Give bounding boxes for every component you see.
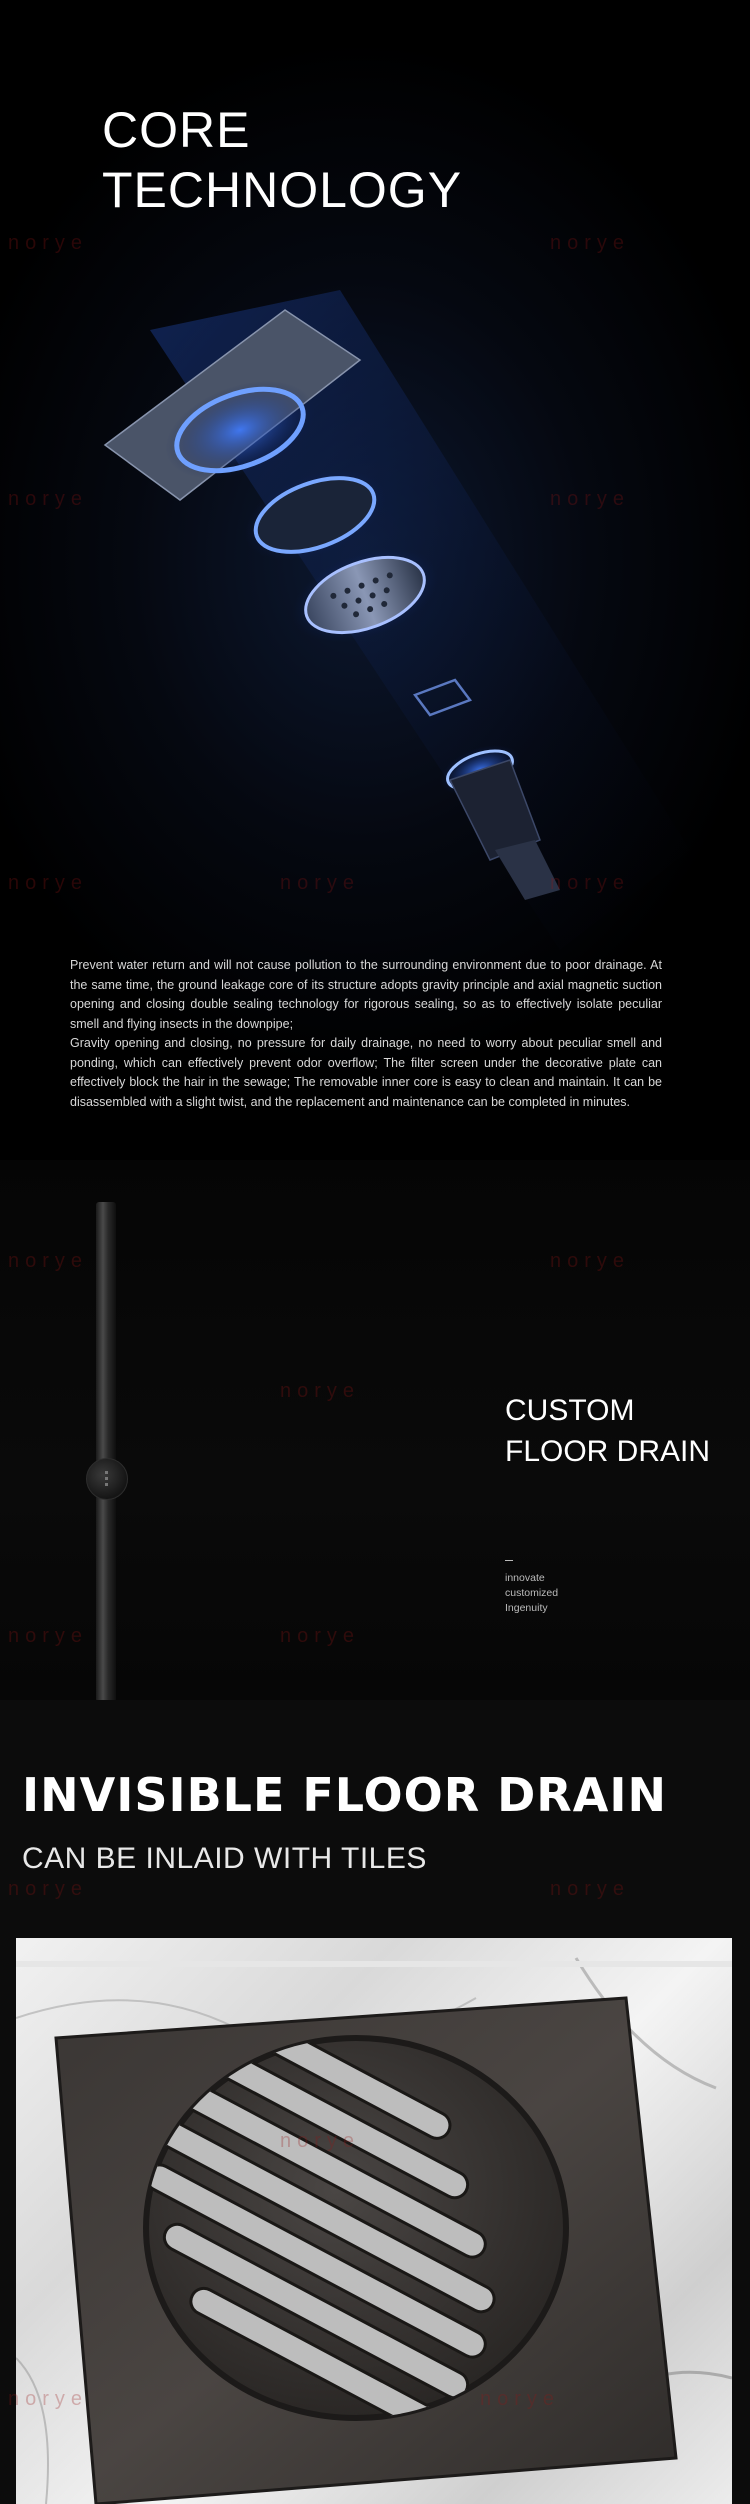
watermark: norye — [8, 232, 89, 254]
core-title-line1: CORE — [102, 102, 251, 158]
custom-subtitle — [505, 1560, 558, 1616]
invisible-floor-drain-subtitle: CAN BE INLAID WITH TILES — [22, 1842, 427, 1875]
dash-divider — [505, 1560, 513, 1561]
floor-drain-photo — [16, 1938, 732, 2504]
marble-vein — [16, 2358, 48, 2504]
pipe-knob — [86, 1458, 128, 1500]
watermark: norye — [280, 1380, 361, 1402]
custom-title-line2: FLOOR DRAIN — [505, 1435, 711, 1468]
watermark: norye — [280, 2130, 361, 2152]
watermark: norye — [8, 1250, 89, 1272]
core-technology-title — [102, 100, 462, 220]
watermark: norye — [550, 232, 631, 254]
watermark: norye — [8, 872, 89, 894]
core-paragraph-1: Prevent water return and will not cause pollution to the surrounding environment due to poor drainage. At the same time, the ground leakage core of its structure adopts gravity principle and axial magnetic suction opening and closing double sealing technology for rigorous sealing, so as to effectively isolate peculiar smell and flying insects in the downpipe; — [70, 958, 662, 1031]
custom-floor-drain-section — [0, 1160, 750, 1700]
watermark: norye — [8, 2388, 89, 2410]
invisible-floor-drain-title: INVISIBLE FLOOR DRAIN — [22, 1768, 667, 1822]
core-title-line2: TECHNOLOGY — [102, 162, 463, 218]
core-paragraph-2: Gravity opening and closing, no pressure for daily drainage, no need to worry about peculiar smell and ponding, which can effectively prevent odor overflow; The filter screen under the decorative plate can effectively block the hair in the sewage; The removable inner core is easy to clean and maintain. It can be disassembled with a slight twist, and the replacement and maintenance can be completed in minutes. — [70, 1036, 662, 1109]
custom-sub-line1: innovate — [505, 1572, 545, 1584]
core-description — [70, 956, 662, 1112]
linear-drain-pipe — [96, 1202, 116, 1700]
custom-floor-drain-title — [505, 1390, 710, 1472]
watermark: norye — [280, 872, 361, 894]
custom-title-line1: CUSTOM — [505, 1394, 635, 1427]
watermark: norye — [280, 1625, 361, 1647]
watermark: norye — [8, 1878, 89, 1900]
watermark: norye — [480, 2388, 561, 2410]
watermark: norye — [8, 1625, 89, 1647]
watermark: norye — [550, 1878, 631, 1900]
custom-sub-line2: customized — [505, 1587, 559, 1599]
watermark: norye — [550, 872, 631, 894]
custom-sub-line3: Ingenuity — [505, 1602, 548, 1614]
invisible-floor-drain-section — [0, 1700, 750, 2504]
core-technology-section — [0, 0, 750, 1160]
watermark: norye — [550, 488, 631, 510]
watermark: norye — [8, 488, 89, 510]
watermark: norye — [550, 1250, 631, 1272]
floor-drain-photo-illustration — [16, 1938, 732, 2504]
